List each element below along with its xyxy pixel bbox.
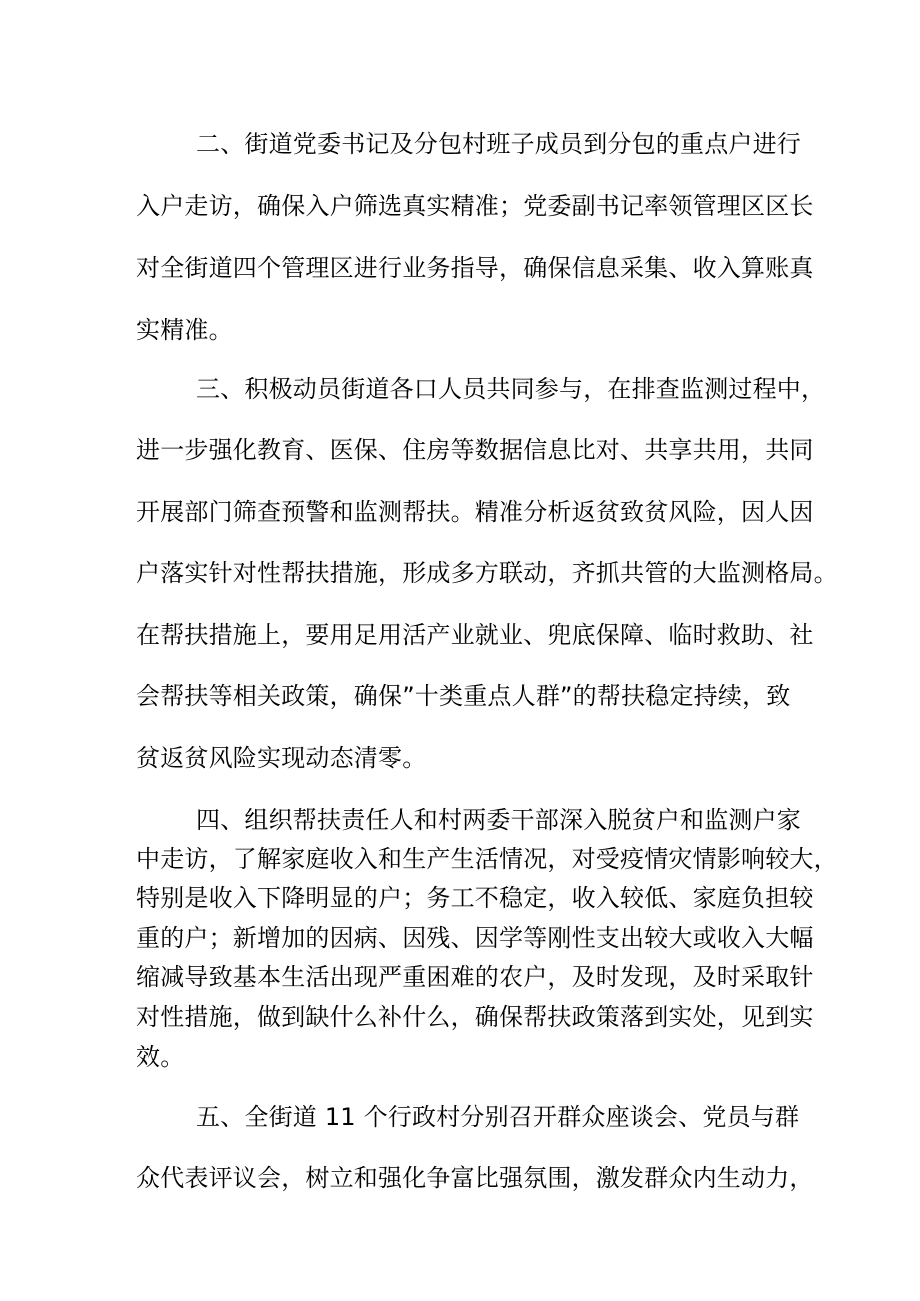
paragraph-line: 四、组织帮扶责任人和村两委干部深入脱贫户和监测户家 xyxy=(196,806,801,834)
paragraph-line: 五、全街道 11 个行政村分别召开群众座谈会、党员与群 xyxy=(196,1103,800,1131)
paragraph-line: 贫返贫风险实现动态清零。 xyxy=(136,744,427,772)
paragraph-line: 效。 xyxy=(136,1043,185,1071)
paragraph-line: 缩减导致基本生活出现严重困难的农户，及时发现，及时采取针 xyxy=(136,963,814,991)
paragraph-line: 众代表评议会，树立和强化争富比强氛围，激发群众内生动力， xyxy=(136,1164,814,1192)
paragraph-line: 开展部门筛查预警和监测帮扶。精准分析返贫致贫风险，因人因 xyxy=(136,498,814,526)
paragraph-line: 对性措施，做到缺什么补什么，确保帮扶政策落到实处，见到实 xyxy=(136,1003,814,1031)
paragraph-line: 实精准。 xyxy=(136,316,233,344)
paragraph-line: 对全街道四个管理区进行业务指导，确保信息采集、收入算账真 xyxy=(136,254,814,282)
paragraph-line: 进一步强化教育、医保、住房等数据信息比对、共享共用，共同 xyxy=(136,436,814,464)
paragraph-line: 中走访，了解家庭收入和生产生活情况，对受疫情灾情影响较大， xyxy=(136,845,838,873)
paragraph-line: 二、街道党委书记及分包村班子成员到分包的重点户进行 xyxy=(196,130,801,158)
paragraph-line: 会帮扶等相关政策，确保”十类重点人群”的帮扶稳定持续，致 xyxy=(136,682,791,710)
paragraph-line: 户落实针对性帮扶措施，形成多方联动，齐抓共管的大监测格局。 xyxy=(136,559,838,587)
paragraph-line: 重的户；新增加的因病、因残、因学等刚性支出较大或收入大幅 xyxy=(136,924,814,952)
paragraph-line: 入户走访，确保入户筛选真实精准；党委副书记率领管理区区长 xyxy=(136,192,814,220)
paragraph-line: 在帮扶措施上，要用足用活产业就业、兜底保障、临时救助、社 xyxy=(136,621,814,649)
paragraph-line: 特别是收入下降明显的户；务工不稳定，收入较低、家庭负担较 xyxy=(136,884,814,912)
paragraph-line: 三、积极动员街道各口人员共同参与，在排查监测过程中， xyxy=(196,375,826,403)
